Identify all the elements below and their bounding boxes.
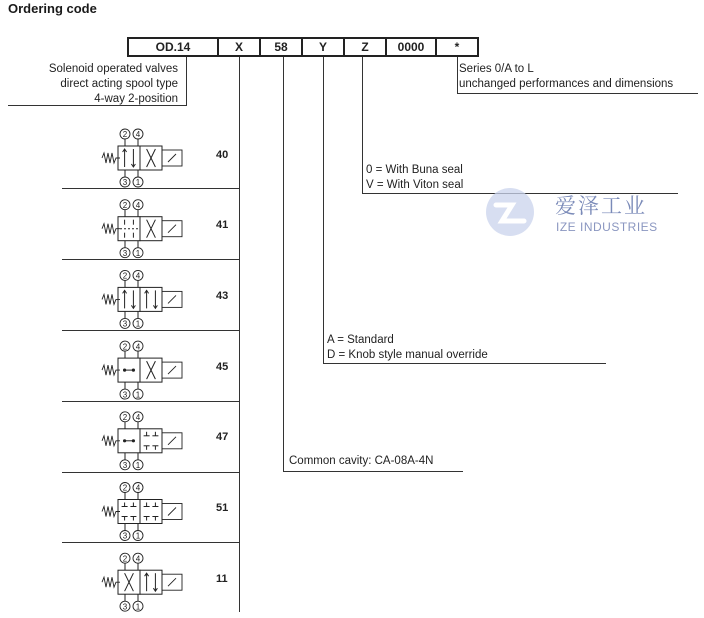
series-desc-line: unchanged performances and dimensions	[459, 78, 674, 90]
port-label: 4	[135, 554, 141, 564]
override-options	[327, 333, 587, 363]
series-description	[459, 62, 699, 92]
port-label: 1	[135, 602, 141, 612]
series-leader	[457, 57, 458, 94]
position-box	[118, 287, 140, 311]
position-box	[140, 287, 162, 311]
spring-icon	[102, 577, 120, 587]
port-label: 4	[135, 342, 141, 352]
series-underline	[457, 93, 698, 94]
spool-code: 11	[216, 573, 228, 585]
solenoid-diag	[168, 225, 176, 233]
cavity-description: Common cavity: CA-08A-4N	[289, 455, 434, 467]
port-label: 3	[122, 390, 128, 400]
seal-options	[366, 163, 566, 193]
port-label: 3	[122, 461, 128, 470]
position-box	[140, 570, 162, 594]
valve-symbol	[102, 200, 182, 258]
ize-logo-icon	[484, 183, 536, 241]
port-label: 2	[122, 130, 128, 140]
code-field-0000: 0000	[385, 37, 437, 57]
product-desc-line: direct acting spool type	[60, 78, 178, 90]
valve-symbols	[90, 125, 200, 615]
product-desc-line: Solenoid operated valves	[48, 63, 178, 75]
port-label: 3	[122, 531, 128, 541]
port-label: 1	[135, 319, 141, 329]
solenoid-diag	[168, 508, 176, 516]
page-title: Ordering code	[8, 1, 97, 16]
solenoid-diag	[168, 578, 176, 586]
seal-option: V = With Viton seal	[366, 179, 464, 191]
product-description	[8, 62, 178, 107]
port-label: 4	[135, 200, 141, 210]
port-label: 2	[122, 413, 128, 422]
product-underline	[8, 105, 186, 106]
solenoid-diag	[168, 295, 176, 303]
port-label: 3	[122, 602, 128, 612]
valve-symbol	[102, 412, 182, 470]
port-label: 2	[122, 271, 128, 281]
spring-icon	[102, 436, 120, 446]
port-label: 2	[122, 200, 128, 210]
spool-code: 47	[216, 431, 229, 443]
junction-dot	[132, 439, 135, 442]
spring-icon	[102, 224, 120, 234]
valve-symbol	[102, 129, 182, 187]
cavity-underline	[283, 471, 463, 472]
port-label: 2	[122, 554, 128, 564]
spring-icon	[102, 294, 120, 304]
port-label: 3	[122, 248, 128, 258]
port-label: 1	[135, 390, 141, 400]
port-label: 4	[135, 413, 141, 422]
override-underline	[323, 363, 606, 364]
valve-symbol	[102, 483, 182, 541]
cavity-leader	[283, 57, 284, 472]
port-label: 3	[122, 319, 128, 329]
code-field-58: 58	[259, 37, 303, 57]
junction-dot	[123, 439, 126, 442]
solenoid-diag	[168, 437, 176, 445]
position-box	[118, 146, 140, 170]
solenoid-diag	[168, 366, 176, 374]
spool-code: 41	[216, 219, 229, 231]
port-label: 1	[135, 248, 141, 258]
code-field-model: OD.14	[127, 37, 219, 57]
solenoid-diag	[168, 154, 176, 162]
junction-dot	[123, 369, 126, 372]
valve-symbol	[102, 553, 182, 611]
code-field-z: Z	[343, 37, 387, 57]
code-field-series: *	[435, 37, 479, 57]
position-box	[118, 500, 140, 524]
code-field-x: X	[217, 37, 261, 57]
watermark-en: IZE INDUSTRIES	[556, 220, 658, 234]
port-label: 1	[135, 531, 141, 541]
spool-code: 51	[216, 502, 229, 514]
code-field-y: Y	[301, 37, 345, 57]
spring-icon	[102, 153, 120, 163]
junction-dot	[132, 369, 135, 372]
spool-code: 45	[216, 361, 229, 373]
port-label: 2	[122, 342, 128, 352]
seal-option: 0 = With Buna seal	[366, 164, 463, 176]
watermark-cn: 爱泽工业	[555, 194, 647, 218]
spool-leader	[239, 57, 240, 612]
port-label: 1	[135, 461, 141, 470]
seal-leader	[362, 57, 363, 194]
override-leader	[323, 57, 324, 364]
port-label: 4	[135, 483, 141, 493]
product-leader	[186, 57, 187, 106]
port-label: 4	[135, 271, 141, 281]
override-option: A = Standard	[327, 334, 394, 346]
valve-symbol	[102, 341, 182, 399]
spring-icon	[102, 507, 120, 517]
product-desc-line: 4-way 2-position	[94, 93, 178, 105]
port-label: 3	[122, 178, 128, 188]
position-box	[140, 500, 162, 524]
series-desc-line: Series 0/A to L	[459, 63, 534, 75]
port-label: 2	[122, 483, 128, 493]
spool-code: 40	[216, 149, 229, 161]
spring-icon	[102, 365, 120, 375]
port-label: 1	[135, 178, 141, 188]
valve-symbol	[102, 270, 182, 328]
port-label: 4	[135, 130, 141, 140]
spool-code: 43	[216, 290, 229, 302]
position-box	[140, 429, 162, 453]
override-option: D = Knob style manual override	[327, 349, 488, 361]
